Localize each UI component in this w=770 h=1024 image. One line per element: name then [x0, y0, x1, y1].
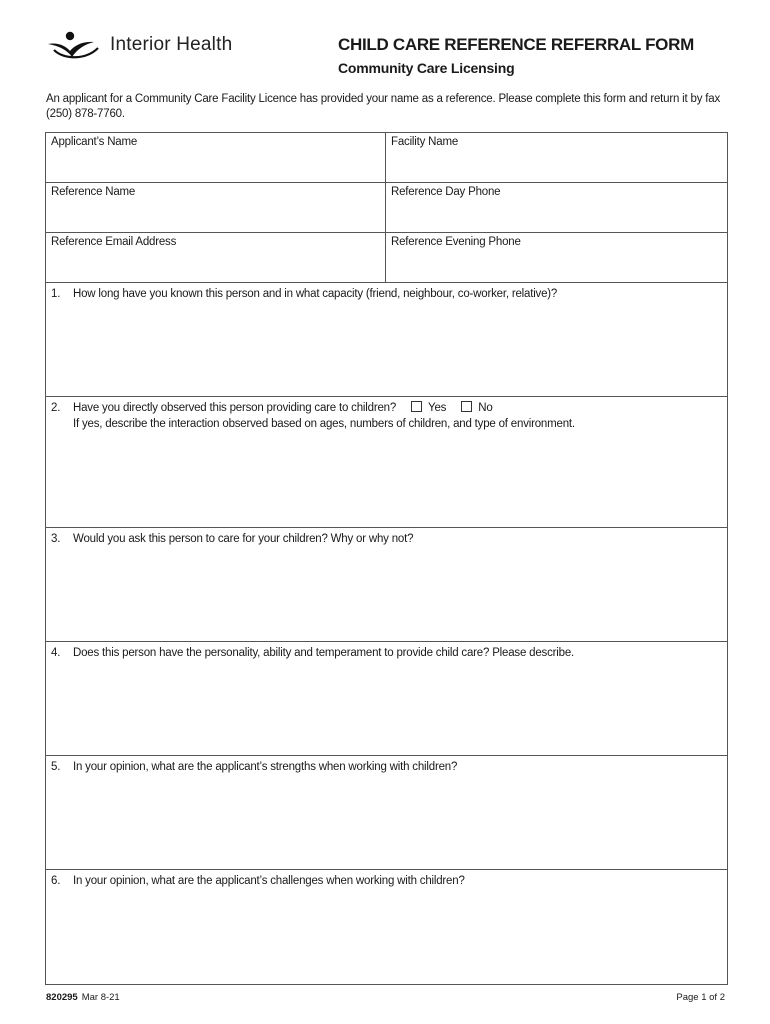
- form-subtitle: Community Care Licensing: [338, 60, 515, 76]
- question-3-text: Would you ask this person to care for your children? Why or why not?: [73, 533, 414, 545]
- reference-evening-phone-field[interactable]: [386, 233, 727, 282]
- org-name: Interior Health: [110, 34, 233, 55]
- yes-label: Yes: [428, 402, 447, 414]
- form-title: CHILD CARE REFERENCE REFERRAL FORM: [338, 35, 694, 54]
- question-1-text: How long have you known this person and in what capacity (friend, neighbour, co-worker, relative)?: [73, 288, 558, 300]
- interior-health-logo: [46, 30, 232, 60]
- question-5-box[interactable]: [46, 756, 727, 870]
- question-3-box[interactable]: [46, 528, 727, 642]
- question-number: 3.: [51, 533, 61, 545]
- question-2-subtext: If yes, describe the interaction observed based on ages, numbers of children, and type of environment.: [73, 418, 575, 430]
- interior-health-logo-icon: [46, 30, 104, 60]
- page-number: Page 1 of 2: [676, 992, 725, 1003]
- reference-email-field[interactable]: [46, 233, 386, 282]
- yes-checkbox[interactable]: [411, 401, 422, 412]
- applicant-name-label: Applicant’s Name: [51, 136, 138, 148]
- facility-name-field[interactable]: [386, 133, 727, 182]
- reference-day-phone-label: Reference Day Phone: [391, 186, 501, 198]
- row-applicant: [46, 133, 727, 183]
- question-4-text: Does this person have the personality, ability and temperament to provide child care? Please describe.: [73, 647, 575, 659]
- form-revision: Mar 8-21: [81, 992, 120, 1003]
- question-5-text: In your opinion, what are the applicant’s strengths when working with children?: [73, 761, 458, 773]
- reference-day-phone-field[interactable]: [386, 183, 727, 232]
- reference-email-label: Reference Email Address: [51, 236, 177, 248]
- no-label: No: [478, 402, 493, 414]
- row-reference: [46, 183, 727, 233]
- reference-name-field[interactable]: [46, 183, 386, 232]
- no-checkbox[interactable]: [461, 401, 472, 412]
- reference-evening-phone-label: Reference Evening Phone: [391, 236, 521, 248]
- reference-name-label: Reference Name: [51, 186, 136, 198]
- question-6-box[interactable]: [46, 870, 727, 984]
- question-number: 6.: [51, 875, 61, 887]
- question-6-text: In your opinion, what are the applicant’s challenges when working with children?: [73, 875, 465, 887]
- question-2-box[interactable]: [46, 397, 727, 528]
- form-id: [46, 992, 120, 1003]
- question-2-text: Have you directly observed this person providing care to children?: [73, 402, 397, 414]
- row-contact: [46, 233, 727, 283]
- intro-text: An applicant for a Community Care Facility Licence has provided your name as a reference. Please complete this form and return it by fax (250) 878-7760.: [46, 93, 720, 120]
- form-number: 820295: [46, 992, 78, 1003]
- applicant-name-field[interactable]: [46, 133, 386, 182]
- reference-form: [45, 132, 728, 985]
- question-number: 5.: [51, 761, 61, 773]
- question-number: 1.: [51, 288, 61, 300]
- question-1-box[interactable]: [46, 283, 727, 397]
- question-4-box[interactable]: [46, 642, 727, 756]
- facility-name-label: Facility Name: [391, 136, 459, 148]
- question-number: 2.: [51, 402, 61, 414]
- question-number: 4.: [51, 647, 61, 659]
